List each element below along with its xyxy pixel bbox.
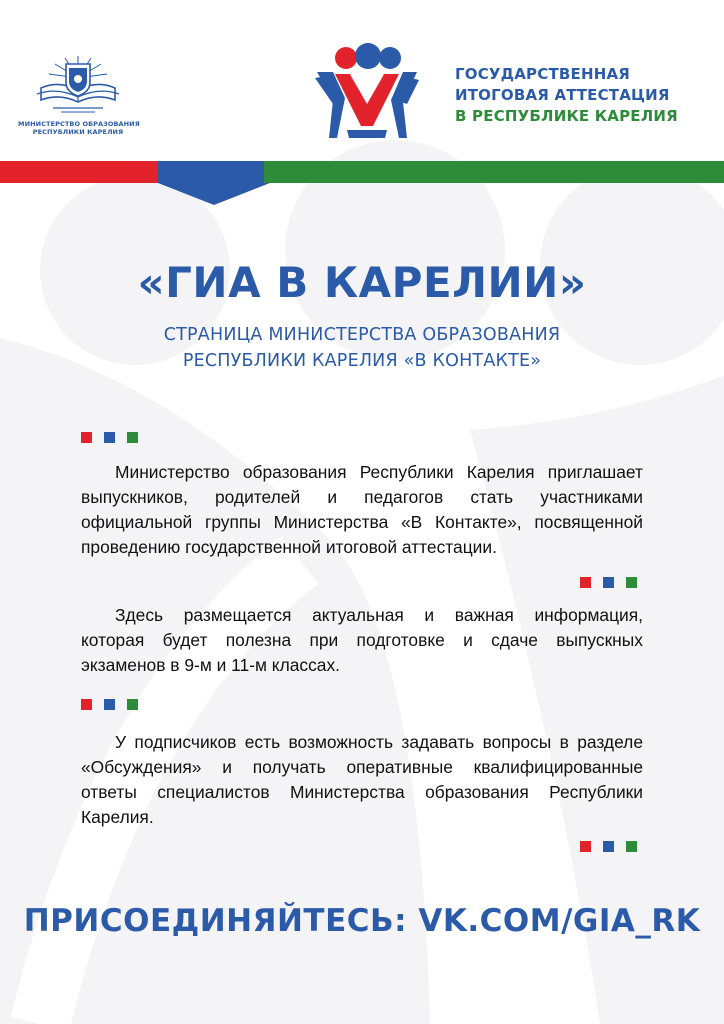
paragraph-line: которая будет полезна при подготовке и сдаче выпускных <box>81 630 643 650</box>
gia-people-logo-icon <box>311 42 421 140</box>
paragraph-line: «Обсуждения» и получать оперативные квалифицированные <box>81 757 643 777</box>
ministry-name-line2: РЕСПУБЛИКИ КАРЕЛИЯ <box>32 128 124 136</box>
gia-title <box>455 64 678 127</box>
ministry-logo <box>18 50 138 136</box>
decorative-squares <box>81 699 138 710</box>
ministry-name <box>18 120 138 136</box>
red-square <box>81 432 92 443</box>
paragraph-line: Министерство образования Республики Карелия приглашает <box>115 462 643 482</box>
main-title: «ГИА В КАРЕЛИИ» <box>137 258 587 307</box>
ministry-name-line1: МИНИСТЕРСТВО ОБРАЗОВАНИЯ <box>18 120 140 128</box>
ministry-emblem-icon <box>35 50 121 116</box>
subtitle <box>0 322 724 374</box>
red-square <box>580 841 591 852</box>
tricolor-stripe-band <box>0 155 724 207</box>
subtitle-line1: СТРАНИЦА МИНИСТЕРСТВА ОБРАЗОВАНИЯ <box>163 325 561 345</box>
subtitle-line2: РЕСПУБЛИКИ КАРЕЛИЯ «В КОНТАКТЕ» <box>182 351 542 371</box>
blue-square <box>104 432 115 443</box>
decorative-squares <box>580 577 637 588</box>
paragraph-subscribers <box>81 730 643 830</box>
decorative-squares <box>580 841 637 852</box>
blue-square <box>603 841 614 852</box>
green-square <box>127 699 138 710</box>
paragraph-line: ответы специалистов Министерства образования Республики <box>81 782 643 802</box>
decorative-squares <box>81 432 138 443</box>
paragraph-line: У подписчиков есть возможность задавать вопросы в разделе <box>115 732 643 752</box>
blue-square <box>603 577 614 588</box>
paragraph-information <box>81 603 643 678</box>
red-square <box>81 699 92 710</box>
paragraph-line: Здесь размещается актуальная и важная информация, <box>115 605 643 625</box>
gia-title-line2: ИТОГОВАЯ АТТЕСТАЦИЯ <box>455 86 670 104</box>
paragraph-line: проведению государственной итоговой аттестации. <box>81 537 497 557</box>
green-square <box>626 577 637 588</box>
paragraph-line: официальной группы Министерства «В Контакте», посвященной <box>81 512 643 532</box>
blue-square <box>104 699 115 710</box>
join-link-text[interactable]: ПРИСОЕДИНЯЙТЕСЬ: VK.COM/GIA_RK <box>23 903 701 939</box>
gia-title-line1: ГОСУДАРСТВЕННАЯ <box>455 65 631 83</box>
red-square <box>580 577 591 588</box>
gia-title-line3: В РЕСПУБЛИКЕ КАРЕЛИЯ <box>455 107 678 125</box>
green-square <box>626 841 637 852</box>
paragraph-line: Карелия. <box>81 807 154 827</box>
paragraph-line: выпускников, родителей и педагогов стать участниками <box>81 487 643 507</box>
paragraph-line: экзаменов в 9-м и 11-м классах. <box>81 655 341 675</box>
paragraph-invitation <box>81 460 643 560</box>
green-square <box>127 432 138 443</box>
